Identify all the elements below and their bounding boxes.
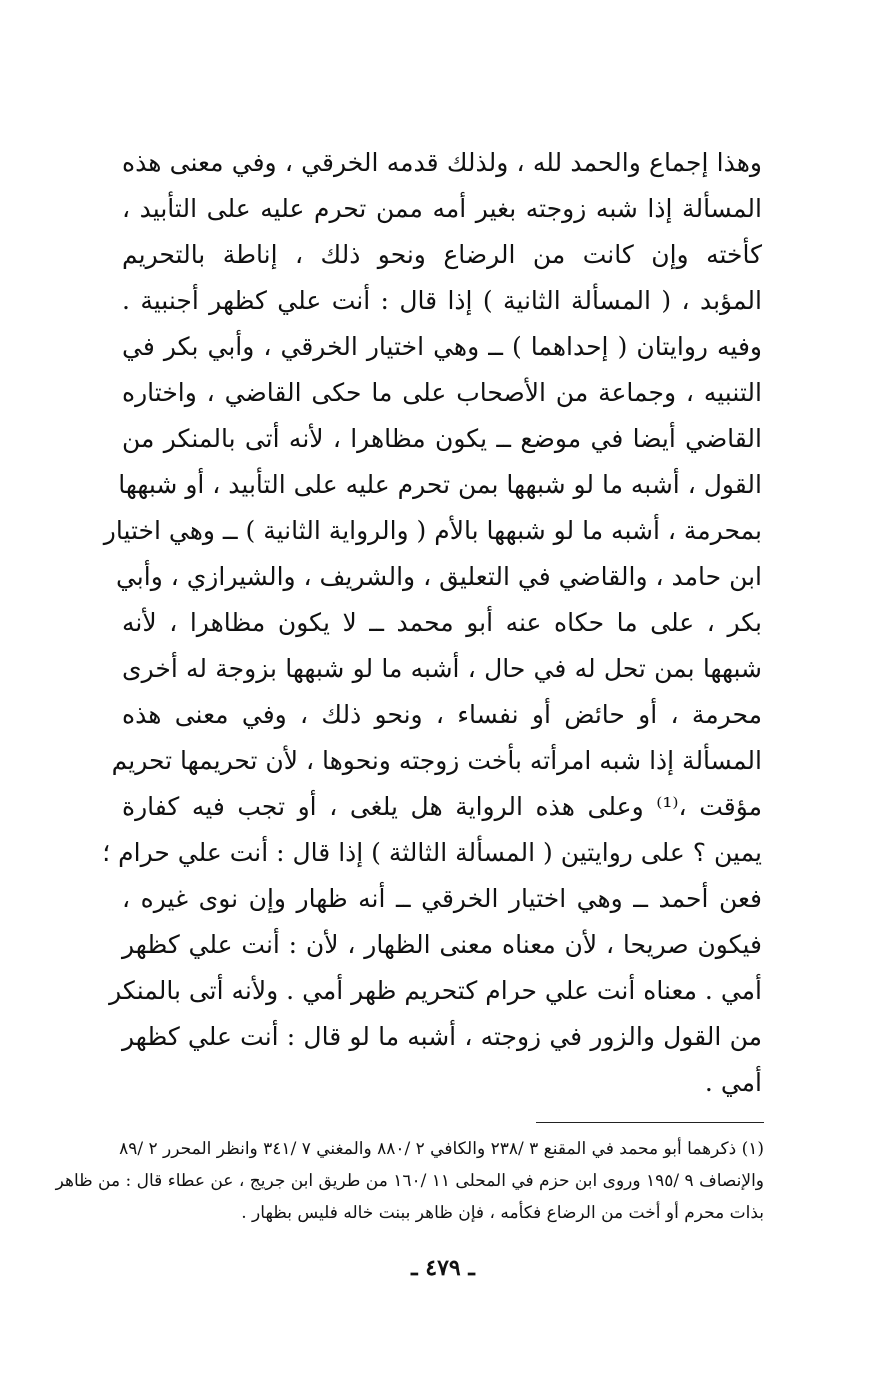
text-line: القاضي أيضا في موضع ــ يكون مظاهرا ، لأنه أتى بالمنكر من	[122, 424, 762, 453]
text-line: المسألة إذا شبه زوجته بغير أمه ممن تحرم عليه على التأبيد ،	[122, 194, 762, 223]
text-line: ابن حامد ، والقاضي في التعليق ، والشريف ، والشيرازي ، وأبي	[115, 562, 762, 591]
footnote-line: (١) ذكرهما أبو محمد في المقنع ٣ /٢٣٨ والكافي ٢ /٨٨٠ والمغني ٧ /٣٤١ وانظر المحرر ٢ /٨٩	[119, 1139, 764, 1159]
text-line: شبهها بمن تحل له في حال ، أشبه ما لو شبهها بزوجة له أخرى	[122, 654, 762, 683]
footnote-line: بذات محرم أو أخت من الرضاع فكأمه ، فإن ظاهر ببنت خاله فليس بظهار .	[241, 1203, 764, 1223]
text-line: محرمة ، أو حائض أو نفساء ، ونحو ذلك ، وفي معنى هذه	[122, 700, 762, 729]
footnote-block	[55, 1133, 764, 1229]
text-line: بمحرمة ، أشبه ما لو شبهها بالأم ( والرواية الثانية ) ــ وهي اختيار	[103, 516, 762, 545]
text-line: التنبيه ، وجماعة من الأصحاب على ما حكى القاضي ، واختاره	[122, 378, 762, 407]
text-line: مؤقت ،⁽¹⁾ وعلى هذه الرواية هل يلغى ، أو تجب فيه كفارة	[122, 792, 762, 821]
footnote-divider	[536, 1122, 764, 1123]
footnote-line: والإنصاف ٩ /١٩٥ وروى ابن حزم في المحلى ١١ /١٦٠ من طريق ابن جريج ، عن عطاء قال : من ظاهر	[55, 1171, 764, 1191]
text-line: بكر ، على ما حكاه عنه أبو محمد ــ لا يكون مظاهرا ، لأنه	[122, 608, 762, 637]
text-line: أمي . معناه أنت علي حرام كتحريم ظهر أمي . ولأنه أتى بالمنكر	[109, 976, 762, 1005]
text-line: فيكون صريحا ، لأن معناه معنى الظهار ، لأن : أنت علي كظهر	[122, 930, 762, 959]
text-line: أمي .	[704, 1068, 762, 1097]
text-line: القول ، أشبه ما لو شبهها بمن تحرم عليه على التأبيد ، أو شبهها	[118, 470, 762, 499]
text-line: المؤبد ، ( المسألة الثانية ) إذا قال : أنت علي كظهر أجنبية .	[122, 286, 762, 315]
text-line: فعن أحمد ــ وهي اختيار الخرقي ــ أنه ظهار وإن نوى غيره ،	[122, 884, 762, 913]
text-line: من القول والزور في زوجته ، أشبه ما لو قال : أنت علي كظهر	[122, 1022, 762, 1051]
text-line: المسألة إذا شبه امرأته بأخت زوجته ونحوها ، لأن تحريمها تحريم	[111, 746, 762, 775]
text-line: يمين ؟ على روايتين ( المسألة الثالثة ) إذا قال : أنت علي حرام ؛	[102, 838, 762, 867]
text-line: كأخته وإن كانت من الرضاع ونحو ذلك ، إناطة بالتحريم	[122, 240, 762, 269]
main-text-block	[102, 140, 762, 1106]
text-line: وهذا إجماع والحمد لله ، ولذلك قدمه الخرقي ، وفي معنى هذه	[122, 148, 762, 177]
text-line: وفيه روايتان ( إحداهما ) ــ وهي اختيار الخرقي ، وأبي بكر في	[122, 332, 762, 361]
page-number: ـ ٤٧٩ ـ	[411, 1255, 475, 1281]
